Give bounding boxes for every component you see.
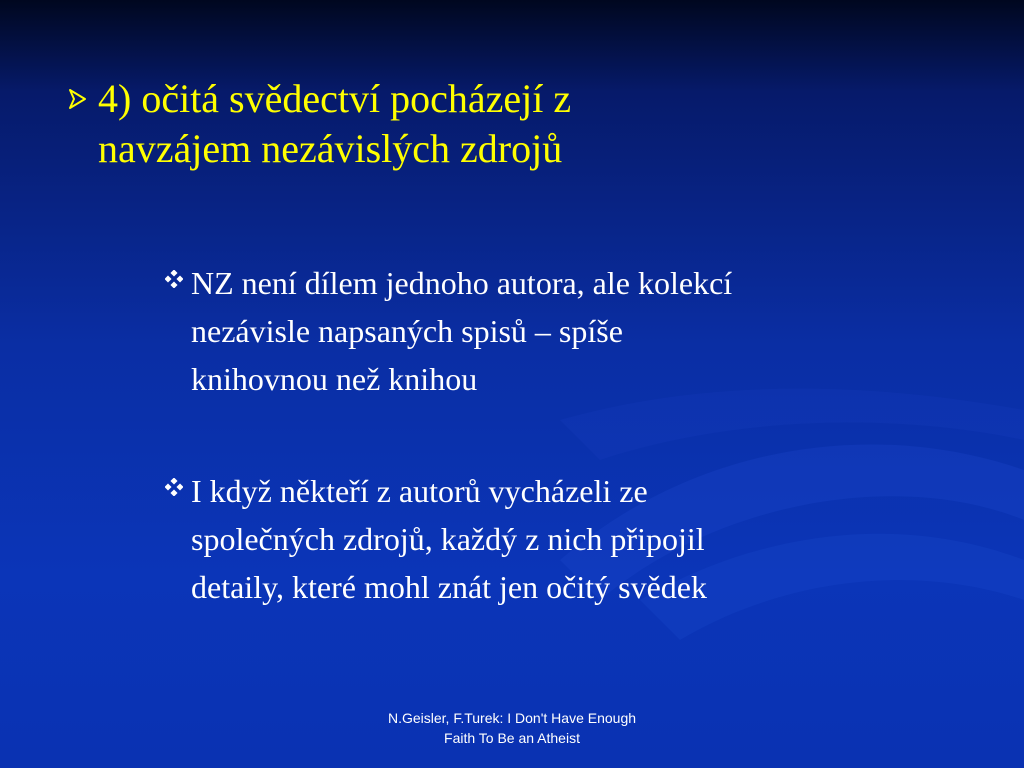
heading-text (98, 74, 778, 174)
bullet-point-2-line-3: detaily, které mohl znát jen očitý svědek (191, 569, 707, 605)
bullet-point-1-line-3: knihovnou než knihou (191, 361, 478, 397)
bullet-point-1-line-1: NZ není dílem jednoho autora, ale kolekcí (191, 265, 733, 301)
bullet-point-1 (165, 259, 925, 403)
bullet-point-2 (165, 467, 925, 611)
slide-footer (312, 708, 712, 748)
footer-line-2: Faith To Be an Atheist (444, 730, 580, 746)
heading-line-2: navzájem nezávislých zdrojů (98, 126, 563, 171)
heading-line-1: 4) očitá svědectví pocházejí z (98, 76, 572, 121)
footer-line-1: N.Geisler, F.Turek: I Don't Have Enough (387, 710, 637, 726)
diamond-bullet-icon (165, 270, 191, 293)
bullet-point-1-line-2: nezávisle napsaných spisů – spíše (191, 313, 623, 349)
slide-heading (68, 74, 968, 174)
bullet-point-2-text (191, 467, 911, 611)
bullet-point-1-text (191, 259, 911, 403)
bullet-point-2-line-1: I když někteří z autorů vycházeli ze (191, 473, 648, 509)
bullet-point-2-line-2: společných zdrojů, každý z nich připojil (191, 521, 705, 557)
diamond-bullet-icon (165, 478, 191, 501)
arrowhead-bullet-icon (68, 88, 98, 115)
